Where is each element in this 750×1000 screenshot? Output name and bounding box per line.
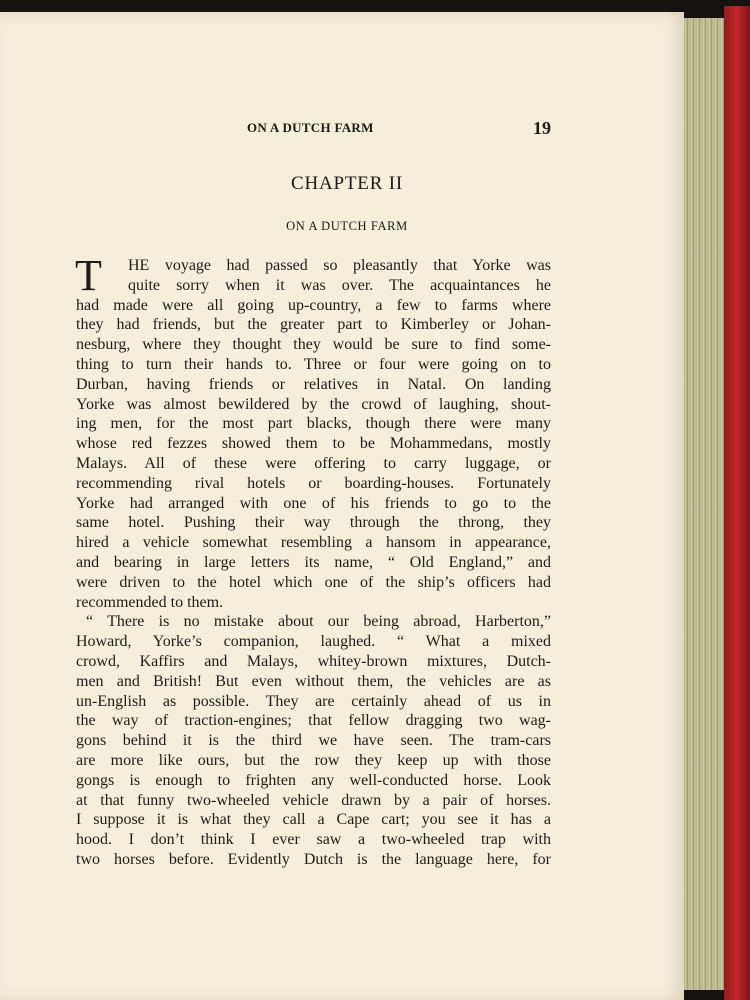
text-line: Durban, having friends or relatives in Natal. On landing (76, 375, 551, 393)
text-line: hood. I don’t think I ever saw a two-wheeled trap with (76, 831, 551, 849)
text-line: whose red fezzes showed them to be Mohammedans, mostly (76, 435, 551, 453)
book-cover-edge (724, 6, 750, 1000)
text-line: gongs is enough to frighten any well-conducted horse. Look (76, 771, 551, 789)
text-line: the way of traction-engines; that fellow dragging two wag- (76, 712, 551, 730)
text-line: men and British! But even without them, the vehicles are as (76, 672, 551, 690)
text-line: gons behind it is the third we have seen. The tram-cars (76, 732, 551, 750)
text-line: same hotel. Pushing their way through the throng, they (76, 514, 551, 532)
text-line: recommended to them. (76, 593, 224, 611)
text-line: and bearing in large letters its name, “ Old England,” and (76, 553, 551, 571)
drop-cap: T (75, 251, 102, 300)
text-line: are more like ours, but the row they keep up with those (76, 751, 551, 769)
text-line: they had friends, but the greater part to Kimberley or Johan- (76, 316, 551, 334)
text-line: thing to turn their hands to. Three or four were going on to (76, 355, 551, 373)
text-line: un-English as possible. They are certainly ahead of us in (76, 692, 551, 710)
text-line: I suppose it is what they call a Cape cart; you see it has a (76, 811, 551, 829)
text-line: HE voyage had passed so pleasantly that Yorke was (128, 257, 551, 274)
running-head (0, 118, 684, 140)
text-line: at that funny two-wheeled vehicle drawn by a pair of horses. (76, 791, 551, 809)
page-number: 19 (533, 118, 551, 138)
text-line: were driven to the hotel which one of the ship’s officers had (76, 573, 551, 591)
text-line: had made were all going up-country, a few to farms where (76, 296, 551, 314)
text-line: nesburg, where they thought they would be sure to find some- (76, 336, 551, 354)
text-line: Howard, Yorke’s companion, laughed. “ What a mixed (76, 633, 551, 651)
text-line: Yorke was almost bewildered by the crowd of laughing, shout- (76, 395, 551, 413)
text-line: ing men, for the most part blacks, though there were many (76, 415, 551, 433)
text-line: Malays. All of these were offering to carry luggage, or (76, 454, 551, 472)
text-line: Yorke had arranged with one of his friends to go to the (76, 494, 551, 512)
text-line: crowd, Kaffirs and Malays, whitey-brown mixtures, Dutch- (76, 652, 551, 670)
page-edges (684, 18, 726, 990)
text-lines (75, 251, 551, 870)
text-line: quite sorry when it was over. The acquaintances he (128, 276, 551, 294)
chapter-heading: CHAPTER II (291, 173, 403, 194)
text-line: “ There is no mistake about our being abroad, Harberton,” (86, 613, 551, 631)
text-line: two horses before. Evidently Dutch is the language here, for (76, 850, 551, 868)
body-text (75, 251, 551, 870)
text-line: hired a vehicle somewhat resembling a hansom in appearance, (76, 534, 551, 552)
text-line: recommending rival hotels or boarding-houses. Fortunately (76, 474, 551, 492)
chapter-title: ON A DUTCH FARM (286, 219, 408, 233)
running-head-title: ON A DUTCH FARM (247, 120, 374, 135)
